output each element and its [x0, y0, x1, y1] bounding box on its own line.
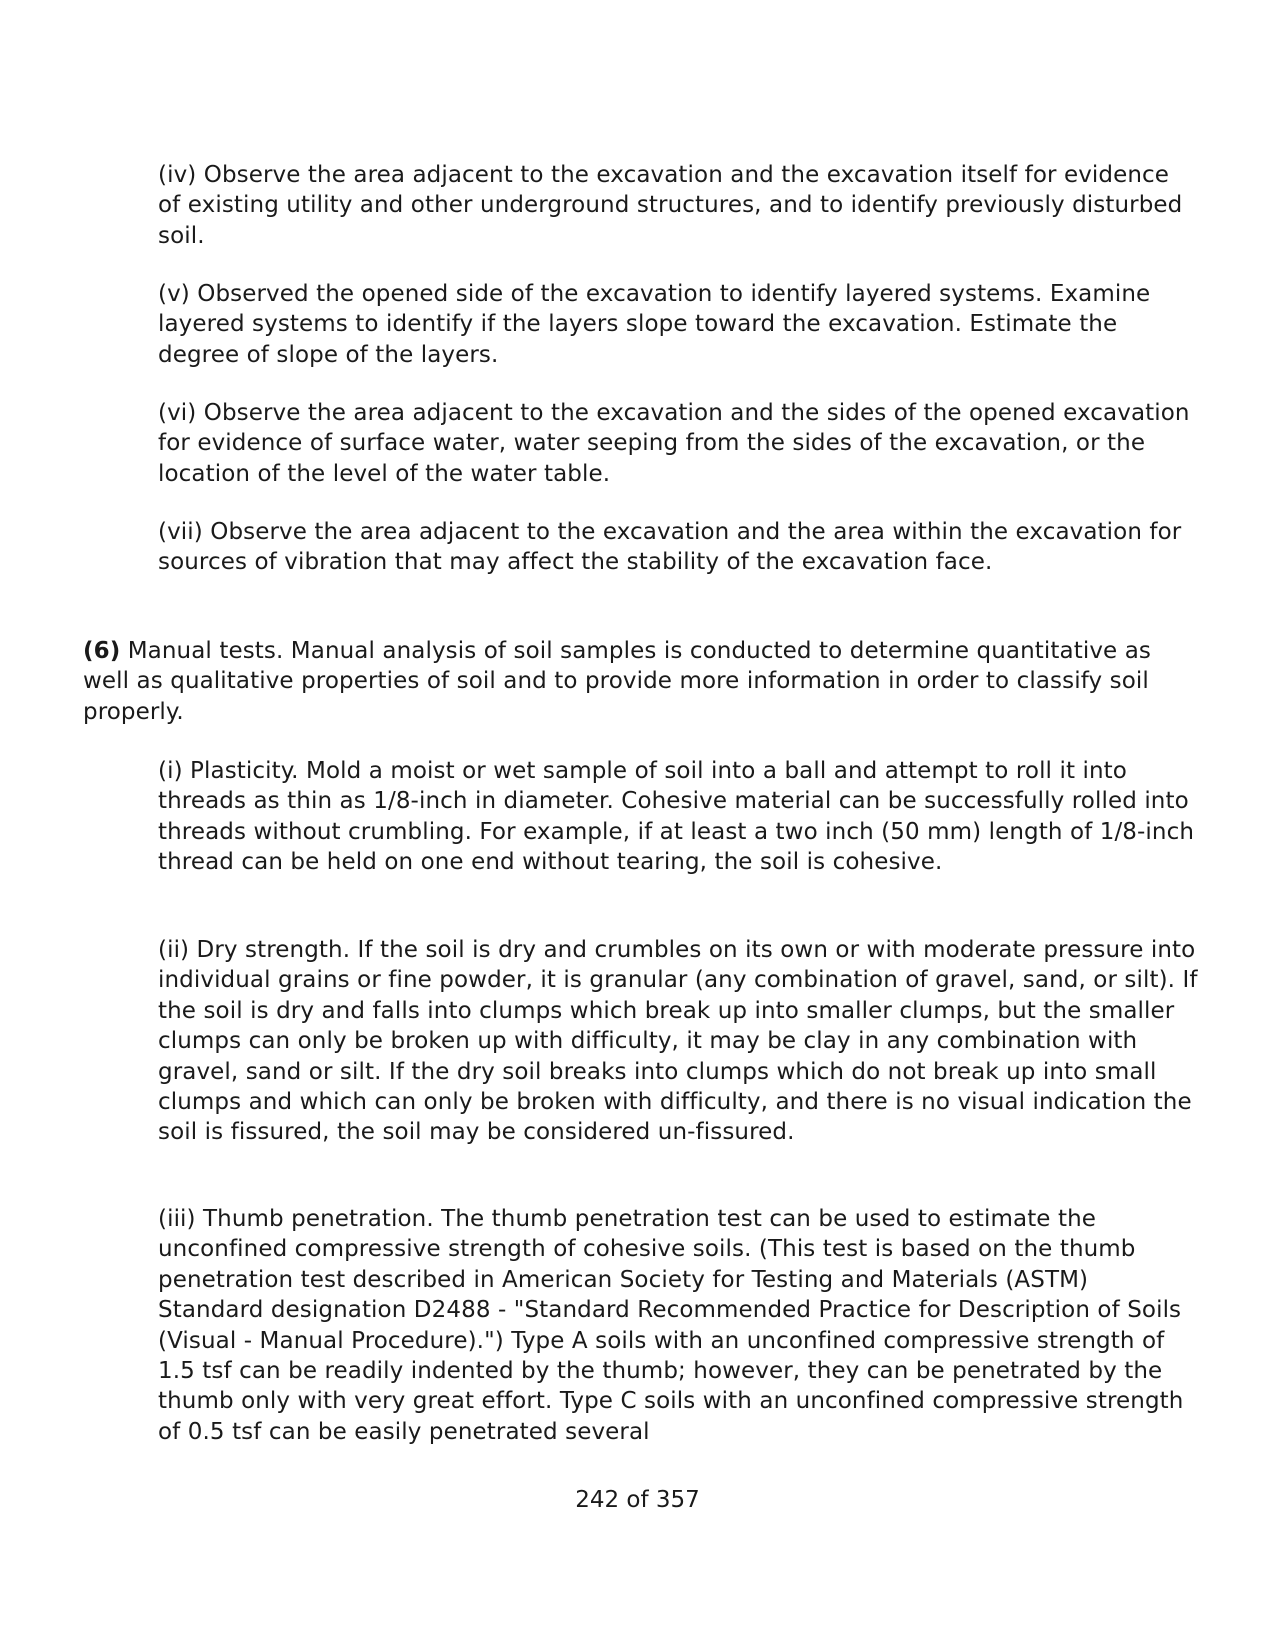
page-number: 242 of 357	[575, 1487, 700, 1513]
paragraph-thumb-penetration: (iii) Thumb penetration. The thumb penetration test can be used to estimate the unconfined compressive strength of cohesive soils. (This test is based on the thumb penetration test described in American Society for Testing and Materials (ASTM) Standard designation D2488 - "Standard Recommended Practice for Description of Soils (Visual - Manual Procedure).") Type A soils with an unconfined compressive strength of 1.5 tsf can be readily indented by the thumb; however, they can be penetrated by the thumb only with very great effort. Type C soils with an unconfined compressive strength of 0.5 tsf can be easily penetrated several	[158, 1206, 1184, 1445]
item-6-number: (6)	[83, 638, 121, 664]
paragraph-plasticity: (i) Plasticity. Mold a moist or wet sample of soil into a ball and attempt to roll it into threads as thin as 1/8-inch in diameter. Cohesive material can be successfully rolled into threads without crumbling. For example, if at least a two inch (50 mm) length of 1/8-inch thread can be held on one end without tearing, the soil is cohesive.	[158, 758, 1195, 876]
paragraph-dry-strength: (ii) Dry strength. If the soil is dry and crumbles on its own or with moderate pressure into individual grains or fine powder, it is granular (any combination of gravel, sand, or silt). If the soil is dry and falls into clumps which break up into smaller clumps, but the smaller clumps can only be broken up with difficulty, it may be clay in any combination with gravel, sand or silt. If the dry soil breaks into clumps which do not break up into small clumps and which can only be broken with difficulty, and there is no visual indication the soil is fissured, the soil may be considered un-fissured.	[158, 937, 1198, 1146]
paragraph-iv: (iv) Observe the area adjacent to the excavation and the excavation itself for evidence of existing utility and other underground structures, and to identify previously disturbed soil.	[158, 162, 1183, 249]
paragraph-v: (v) Observed the opened side of the excavation to identify layered systems. Examine layered systems to identify if the layers slope toward the excavation. Estimate the degree of slope of the layers.	[158, 281, 1151, 368]
paragraph-item-6	[83, 636, 1193, 727]
paragraph-vi: (vi) Observe the area adjacent to the excavation and the sides of the opened excavation for evidence of surface water, water seeping from the sides of the excavation, or the location of the level of the water table.	[158, 400, 1190, 487]
paragraph-vii: (vii) Observe the area adjacent to the excavation and the area within the excavation for sources of vibration that may affect the stability of the excavation face.	[158, 519, 1182, 576]
item-6-text: Manual tests. Manual analysis of soil samples is conducted to determine quantitative as well as qualitative properties of soil and to provide more information in order to classify soil properly.	[83, 638, 1151, 725]
